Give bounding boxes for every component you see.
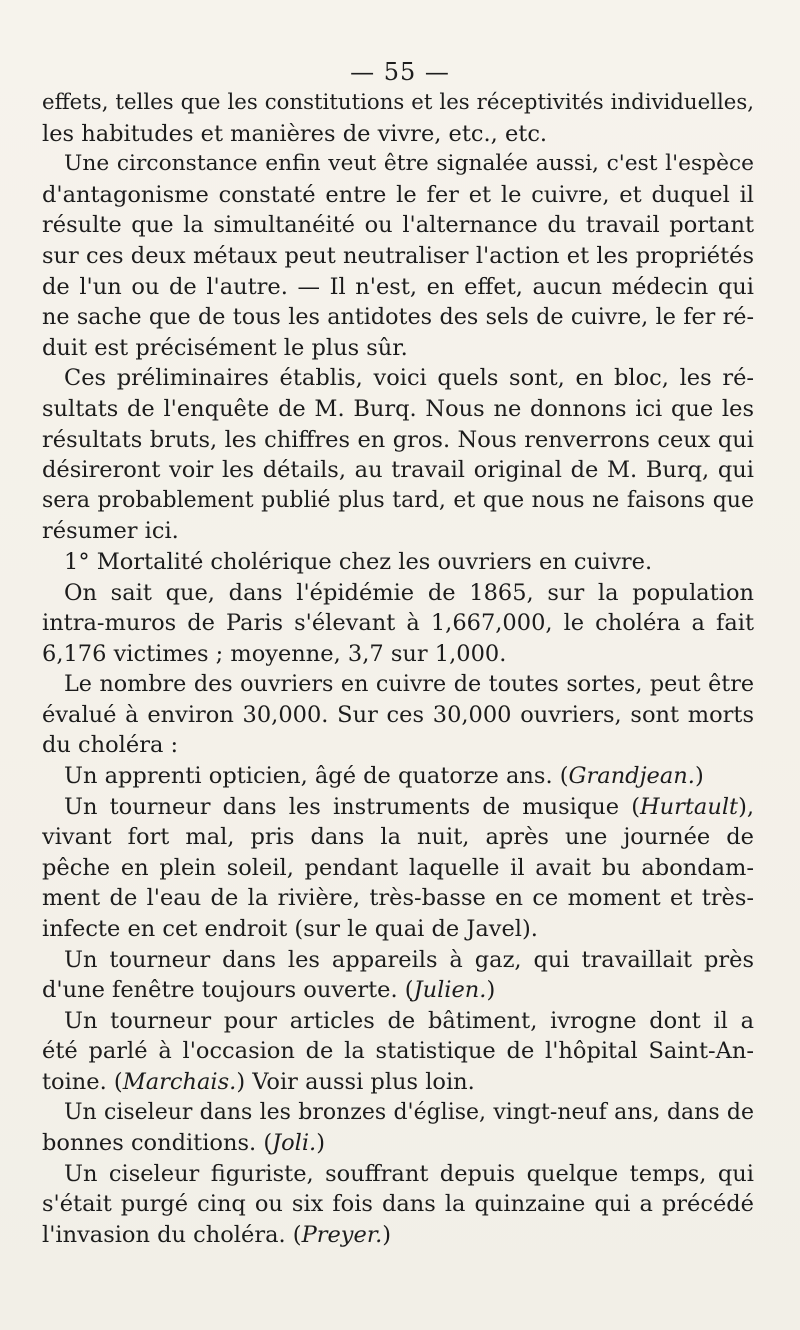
text-line: Une circonstance enfin veut être signalée aussi, c'est l'espèce (64, 151, 754, 177)
text-line: ment de l'eau de la rivière, très-basse en ce moment et très- (42, 885, 754, 912)
text-line: résultats bruts, les chiffres en gros. Nous renverrons ceux qui (42, 426, 754, 453)
text-line: désireront voir les détails, au travail original de M. Burq, qui (42, 457, 754, 484)
body-text (42, 88, 754, 1251)
text-line: On sait que, dans l'épidémie de 1865, sur la population (64, 579, 754, 606)
text-line: Le nombre des ouvriers en cuivre de toutes sortes, peut être (64, 671, 754, 698)
text-line: 1° Mortalité cholérique chez les ouvriers en cuivre. (64, 548, 653, 575)
text-line: pêche en plein soleil, pendant laquelle il avait bu abondam- (42, 854, 754, 881)
text-line: Un apprenti opticien, âgé de quatorze ans. (Grandjean.) (64, 763, 704, 790)
text-line: ne sache que de tous les antidotes des sels de cuivre, le fer ré- (42, 304, 754, 331)
text-line: infecte en cet endroit (sur le quai de Javel). (42, 916, 538, 943)
text-line: Un tourneur dans les appareils à gaz, qui travaillait près (64, 946, 754, 973)
text-line: toine. (Marchais.) Voir aussi plus loin. (42, 1069, 475, 1095)
text-line: d'antagonisme constaté entre le fer et le cuivre, et duquel il (42, 181, 754, 208)
text-line: Un tourneur dans les instruments de musique (Hurtault), (64, 793, 754, 820)
text-line: intra-muros de Paris s'élevant à 1,667,000, le choléra a fait (42, 610, 754, 637)
text-line: duit est précisément le plus sûr. (42, 334, 408, 361)
page-number: — 55 — (350, 58, 450, 86)
text-line: sera probablement publié plus tard, et que nous ne faisons que (42, 487, 754, 513)
text-line: effets, telles que les constitutions et les réceptivités individuelles, (42, 90, 754, 115)
text-line: de l'un ou de l'autre. — Il n'est, en effet, aucun médecin qui (42, 273, 754, 300)
text-line: Ces préliminaires établis, voici quels sont, en bloc, les ré- (64, 365, 754, 392)
text-line: d'une fenêtre toujours ouverte. (Julien.) (42, 977, 496, 1004)
text-line: Un tourneur pour articles de bâtiment, ivrogne dont il a (64, 1007, 754, 1034)
text-line: s'était purgé cinq ou six fois dans la quinzaine qui a précédé (42, 1191, 754, 1218)
text-line: sultats de l'enquête de M. Burq. Nous ne donnons ici que les (42, 395, 754, 422)
text-line: été parlé à l'occasion de la statistique de l'hôpital Saint-An- (42, 1038, 754, 1065)
text-line: évalué à environ 30,000. Sur ces 30,000 ouvriers, sont morts (42, 701, 754, 728)
text-line: Un ciseleur figuriste, souffrant depuis quelque temps, qui (64, 1160, 754, 1187)
text-line: résulte que la simultanéité ou l'alternance du travail portant (42, 212, 754, 239)
text-line: les habitudes et manières de vivre, etc., etc. (42, 120, 548, 147)
text-line: 6,176 victimes ; moyenne, 3,7 sur 1,000. (42, 640, 507, 667)
text-line: bonnes conditions. (Joli.) (42, 1130, 325, 1157)
text-line: du choléra : (42, 732, 179, 759)
text-line: Un ciseleur dans les bronzes d'église, vingt-neuf ans, dans de (64, 1099, 754, 1125)
text-line: vivant fort mal, pris dans la nuit, après une journée de (42, 824, 754, 851)
text-line: l'invasion du choléra. (Preyer.) (42, 1221, 392, 1248)
text-line: sur ces deux métaux peut neutraliser l'action et les propriétés (42, 242, 754, 269)
text-line: résumer ici. (42, 518, 179, 545)
